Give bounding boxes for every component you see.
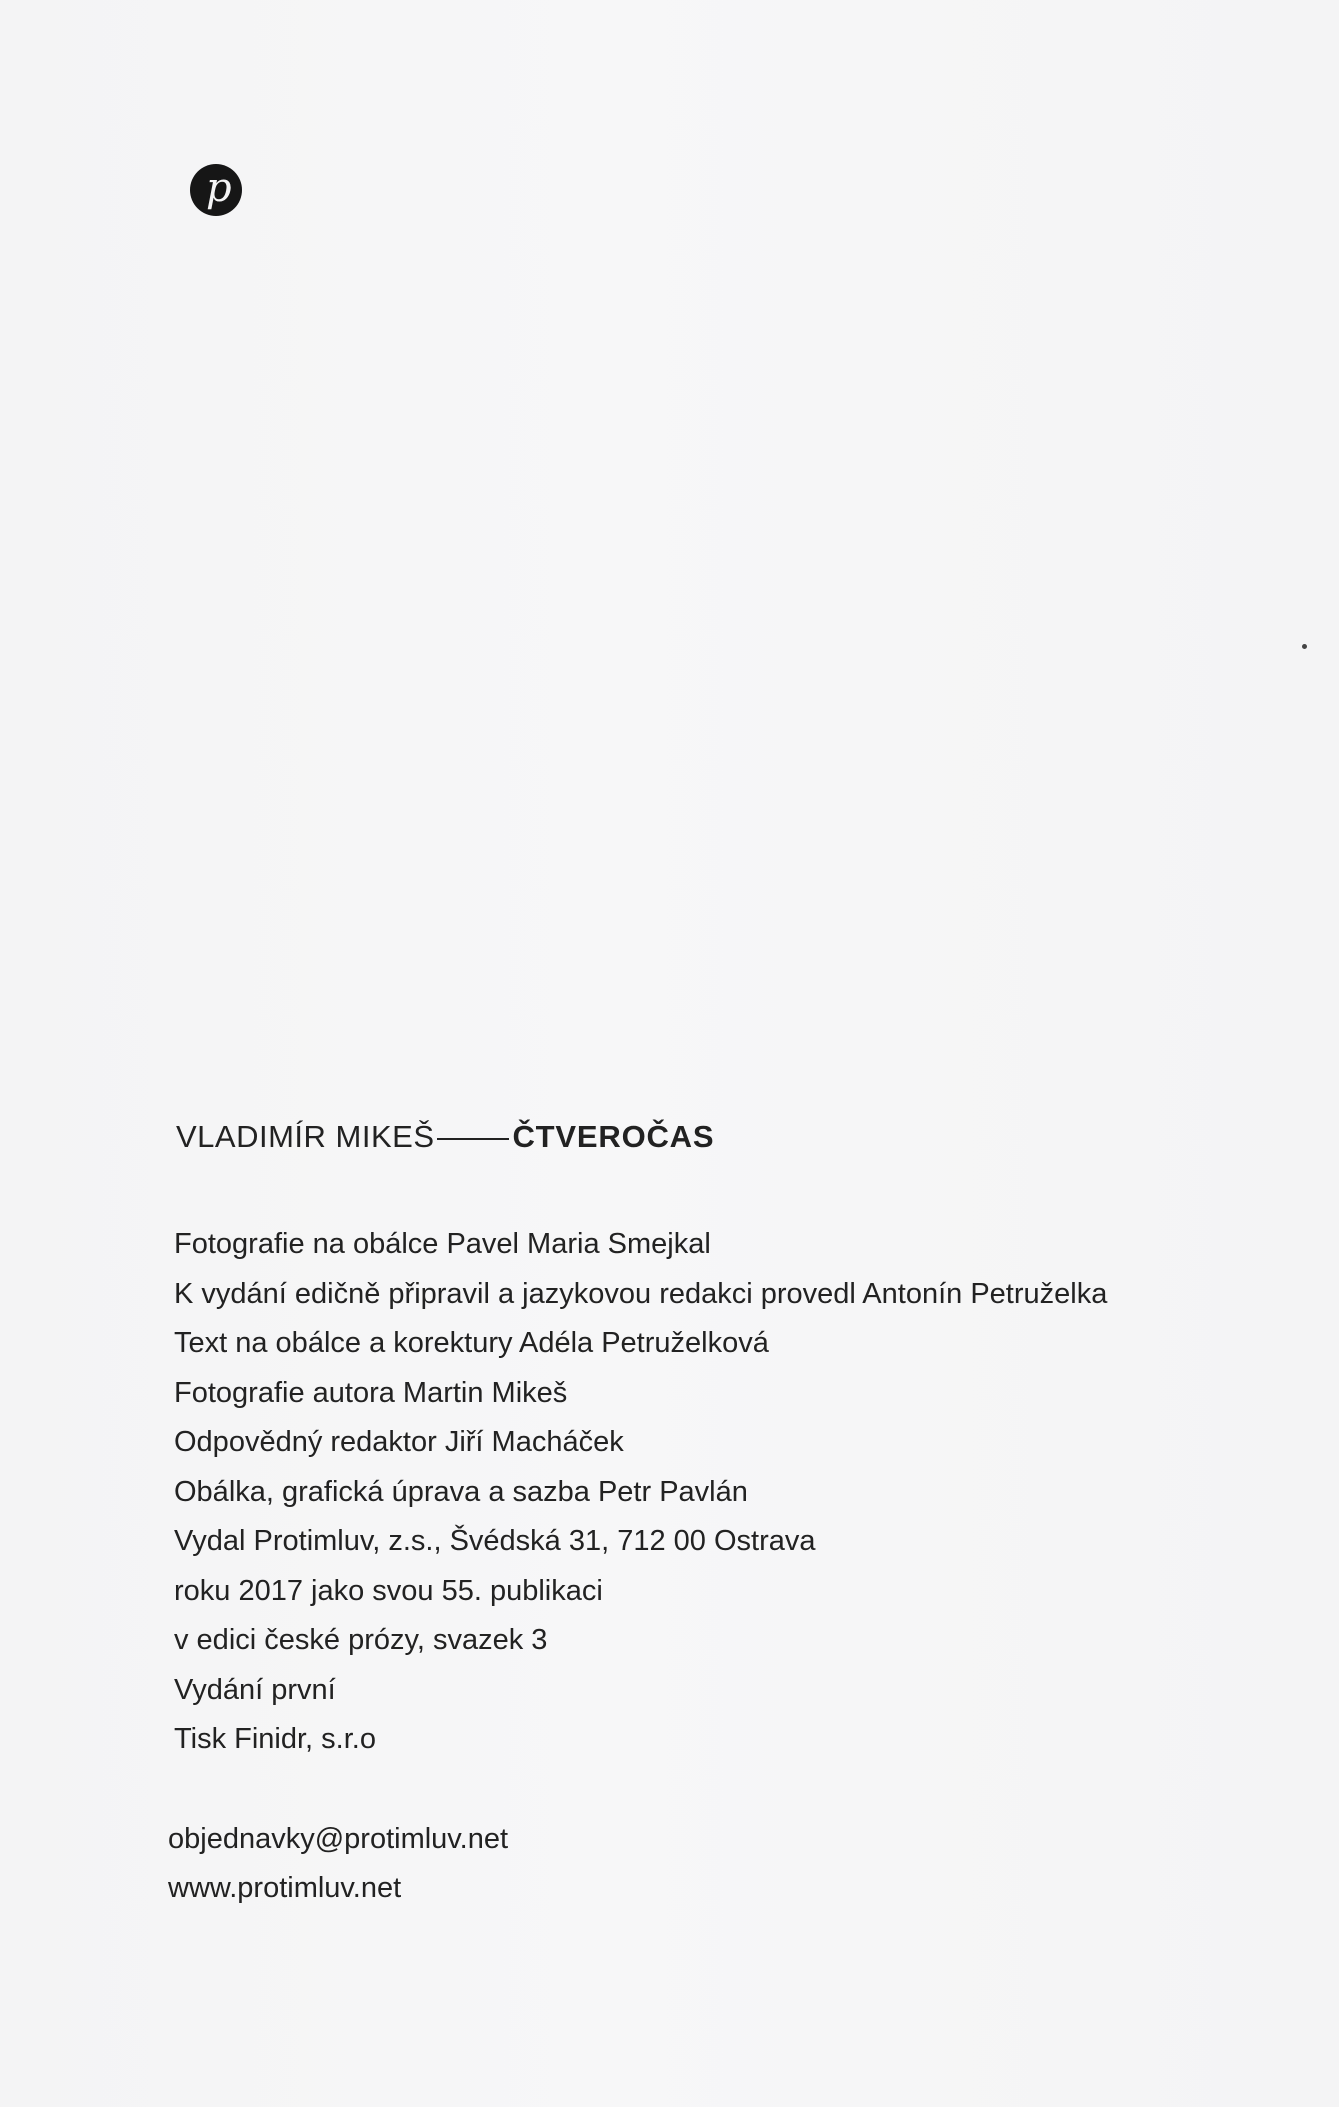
heading-dash: [437, 1138, 509, 1140]
credit-line: Obálka, grafická úprava a sazba Petr Pavlán: [174, 1475, 748, 1508]
credit-line: roku 2017 jako svou 55. publikaci: [174, 1574, 603, 1607]
publisher-logo-icon: [190, 164, 242, 216]
credit-line: Vydání první: [174, 1673, 336, 1706]
contact-email: objednavky@protimluv.net: [168, 1823, 509, 1855]
credit-line: K vydání edičně připravil a jazykovou redakci provedl Antonín Petruželka: [174, 1277, 1108, 1310]
credit-line: Fotografie autora Martin Mikeš: [174, 1376, 568, 1409]
credit-line: Vydal Protimluv, z.s., Švédská 31, 712 00 Ostrava: [174, 1525, 816, 1557]
credit-line: Tisk Finidr, s.r.o: [174, 1723, 376, 1755]
print-speck: [1302, 644, 1307, 649]
credit-line: v edici české prózy, svazek 3: [174, 1624, 548, 1656]
credit-line: Odpovědný redaktor Jiří Macháček: [174, 1426, 624, 1458]
author-name: VLADIMÍR MIKEŠ: [176, 1119, 435, 1154]
contact-block: [168, 1815, 868, 1913]
book-title: ČTVEROČAS: [512, 1119, 715, 1154]
credit-line: Fotografie na obálce Pavel Maria Smejkal: [174, 1228, 711, 1260]
credit-line: Text na obálce a korektury Adéla Petruželková: [174, 1327, 769, 1359]
credits-list: [174, 1220, 1254, 1765]
contact-website: www.protimluv.net: [168, 1872, 402, 1904]
book-heading: [176, 1119, 1076, 1155]
